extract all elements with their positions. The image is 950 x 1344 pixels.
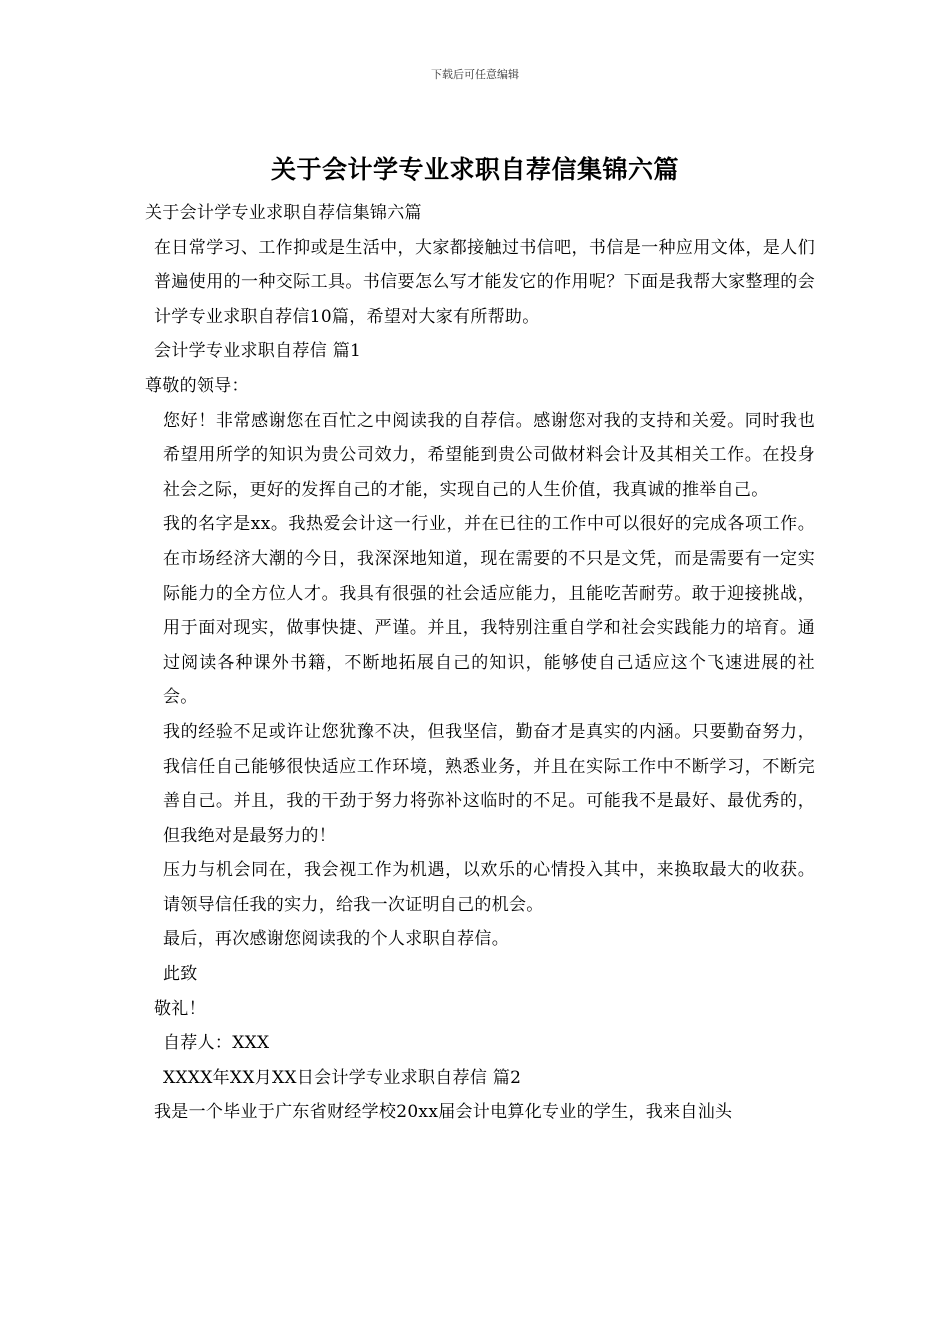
letter-paragraph-5: 最后，再次感谢您阅读我的个人求职自荐信。: [163, 929, 509, 950]
section-heading-1: 会计学专业求职自荐信 篇1: [154, 341, 362, 362]
page-title: 关于会计学专业求职自荐信集锦六篇: [270, 155, 679, 184]
closing-line-2: 敬礼！: [154, 998, 206, 1019]
date-and-section-heading-2: XXXX年XX月XX日会计学专业求职自荐信 篇2: [163, 1067, 522, 1088]
signature: 自荐人：XXX: [163, 1033, 270, 1054]
letter-paragraph-1: 您好！非常感谢您在百忙之中阅读我的自荐信。感谢您对我的支持和关爱。同时我也希望用所学的知识为贵公司效力，希望能到贵公司做材料会计及其相关工作。在投身社会之际，更好的发挥自己的才能，实现自己的人生价值，我真诚的推举自己。: [163, 410, 815, 500]
letter-paragraph-4: 压力与机会同在，我会视工作为机遇，以欢乐的心情投入其中，来换取最大的收获。请领导信任我的实力，给我一次证明自己的机会。: [163, 860, 815, 915]
intro-paragraph: 在日常学习、工作抑或是生活中，大家都接触过书信吧，书信是一种应用文体，是人们普遍使用的一种交际工具。书信要怎么写才能发它的作用呢？下面是我帮大家整理的会计学专业求职自荐信10篇，希望对大家有所帮助。: [154, 237, 815, 327]
letter-paragraph-6: 我是一个毕业于广东省财经学校20xx届会计电算化专业的学生，我来自汕头: [154, 1102, 733, 1123]
closing-line-1: 此致: [163, 964, 198, 985]
letter-paragraph-3: 我的经验不足或许让您犹豫不决，但我坚信，勤奋才是真实的内涵。只要勤奋努力，我信任自己能够很快适应工作环境，熟悉业务，并且在实际工作中不断学习，不断完善自己。并且，我的干劲于努力将弥补这临时的不足。可能我不是最好、最优秀的，但我绝对是最努力的！: [163, 721, 815, 846]
salutation: 尊敬的领导：: [145, 375, 249, 396]
letter-paragraph-2: 我的名字是xx。我热爱会计这一行业，并在已往的工作中可以很好的完成各项工作。在市场经济大潮的今日，我深深地知道，现在需要的不只是文凭，而是需要有一定实际能力的全方位人才。我具有很强的社会适应能力，且能吃苦耐劳。敢于迎接挑战，用于面对现实，做事快捷、严谨。并且，我特别注重自学和社会实践能力的培育。通过阅读各种课外书籍，不断地拓展自己的知识，能够使自己适应这个飞速进展的社会。: [163, 514, 815, 708]
document-body: [145, 196, 815, 1130]
subtitle: 关于会计学专业求职自荐信集锦六篇: [145, 203, 422, 223]
header-note: 下载后可任意编辑: [431, 68, 519, 81]
